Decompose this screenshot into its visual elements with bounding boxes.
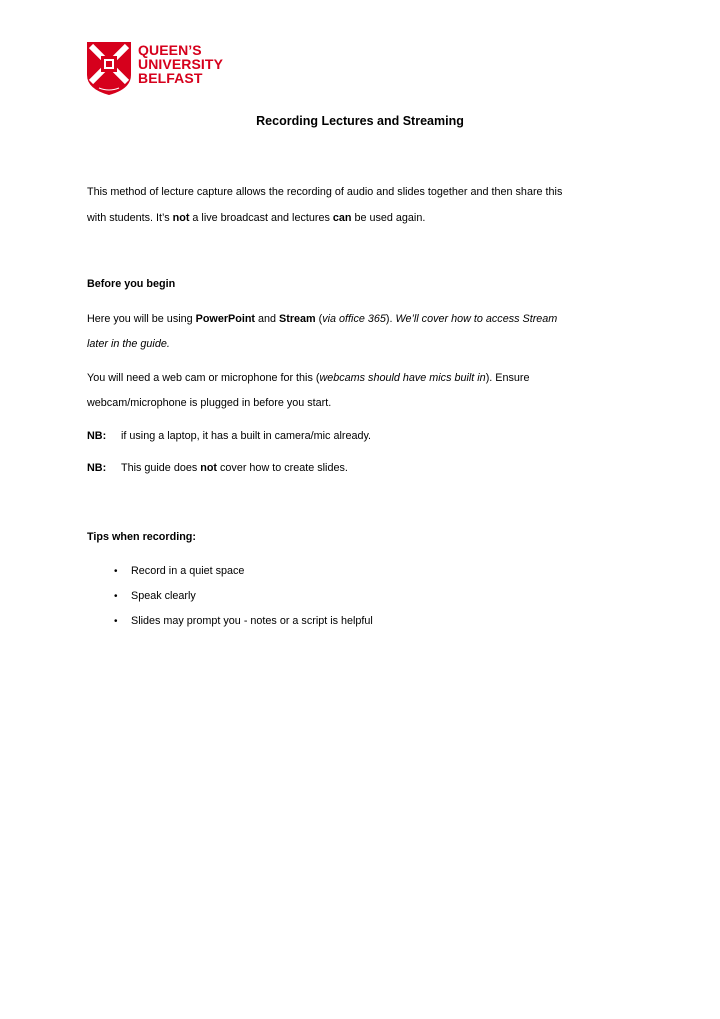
tip-item: Record in a quiet space bbox=[131, 565, 245, 577]
note-text bbox=[121, 462, 348, 474]
intro-text: with students. It’s bbox=[87, 212, 173, 224]
stream-label: Stream bbox=[279, 313, 316, 325]
intro-text: a live broadcast and lectures bbox=[189, 212, 333, 224]
before-paragraph-2 bbox=[87, 371, 530, 385]
before-text: ). Ensure bbox=[485, 372, 530, 384]
before-text: and bbox=[255, 313, 280, 325]
tip-item: Slides may prompt you - notes or a script is helpful bbox=[131, 615, 373, 627]
intro-line-2 bbox=[87, 211, 425, 225]
note-label: NB: bbox=[87, 462, 107, 474]
university-logo bbox=[86, 41, 236, 97]
webcam-note: webcams should have mics built in bbox=[319, 372, 486, 384]
before-text: ( bbox=[315, 313, 323, 325]
before-paragraph-2-line-2: webcam/microphone is plugged in before you start. bbox=[87, 397, 332, 409]
tip-item: Speak clearly bbox=[131, 590, 196, 602]
stream-access-note: We’ll cover how to access Stream bbox=[395, 313, 558, 325]
university-name bbox=[138, 43, 223, 85]
note-emphasis-not: not bbox=[200, 462, 218, 474]
intro-emphasis-can: can bbox=[332, 212, 352, 224]
page-title: Recording Lectures and Streaming bbox=[256, 114, 464, 128]
logo-line-3: BELFAST bbox=[138, 70, 203, 86]
powerpoint-label: PowerPoint bbox=[195, 313, 256, 325]
logo-line-2: UNIVERSITY bbox=[138, 56, 224, 72]
before-heading: Before you begin bbox=[87, 278, 176, 290]
bullet-icon: • bbox=[114, 566, 118, 577]
intro-emphasis-not: not bbox=[172, 212, 190, 224]
tips-heading: Tips when recording: bbox=[87, 531, 196, 543]
note-text-part: if using a laptop, it has a built in camera/mic already. bbox=[121, 430, 372, 442]
intro-line-1: This method of lecture capture allows the recording of audio and slides together and then share this bbox=[87, 186, 563, 198]
before-text: You will need a web cam or microphone for this ( bbox=[87, 372, 320, 384]
logo-line-1: QUEEN’S bbox=[138, 42, 202, 58]
office-365-note: via office 365 bbox=[322, 313, 386, 325]
before-paragraph-1-line-2: later in the guide. bbox=[87, 338, 170, 350]
note-text bbox=[121, 430, 371, 442]
before-paragraph-1 bbox=[87, 312, 557, 326]
intro-text: be used again. bbox=[351, 212, 426, 224]
university-crest-icon bbox=[86, 41, 132, 96]
note-text-part: cover how to create slides. bbox=[217, 462, 348, 474]
before-text: Here you will be using bbox=[87, 313, 196, 325]
note-label: NB: bbox=[87, 430, 107, 442]
bullet-icon: • bbox=[114, 616, 118, 627]
note-text-part: This guide does bbox=[121, 462, 201, 474]
bullet-icon: • bbox=[114, 591, 118, 602]
before-text: ). bbox=[385, 313, 396, 325]
